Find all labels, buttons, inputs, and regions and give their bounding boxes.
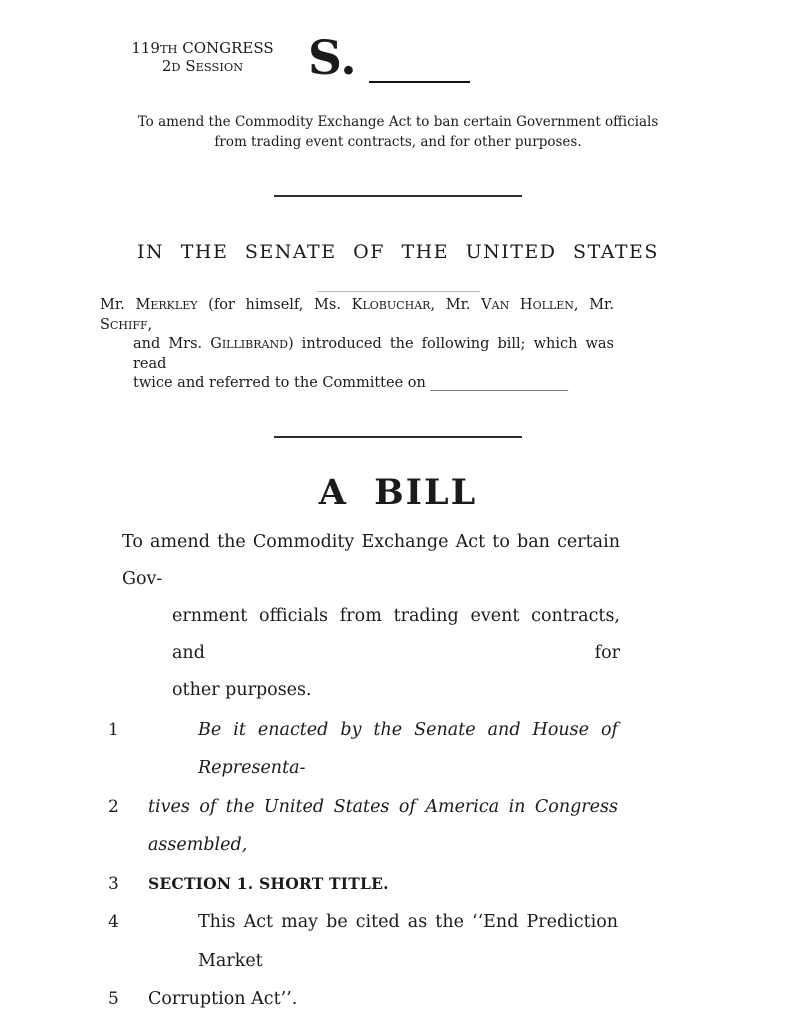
- bill-line: [108, 711, 618, 788]
- horizontal-rule-thin: [317, 291, 480, 292]
- sponsor-statement: [100, 296, 614, 394]
- sponsor-line-2: and Mrs. GILLIBRAND) introduced the following bill; which was read: [133, 336, 614, 372]
- long-title-line-2: ernment officials from trading event contracts, and for: [172, 605, 620, 663]
- bill-heading: A BILL: [318, 471, 478, 513]
- line-number: 4: [108, 912, 119, 932]
- bill-line: [108, 903, 618, 980]
- long-title-line-3: other purposes.: [172, 679, 312, 700]
- bill-type-label: S.: [308, 31, 357, 86]
- horizontal-rule-bottom: [274, 436, 522, 438]
- horizontal-rule-top: [274, 195, 522, 197]
- official-title-summary-line-1: To amend the Commodity Exchange Act to ban certain Government officials: [137, 114, 659, 130]
- line-number: 2: [108, 796, 119, 817]
- line-number: 5: [108, 989, 119, 1009]
- chamber-heading: IN THE SENATE OF THE UNITED STATES: [137, 241, 659, 263]
- line-text-section-heading: SECTION 1. SHORT TITLE.: [148, 873, 389, 893]
- line-text-enacting-clause: Be it enacted by the Senate and House of Representa-: [198, 719, 618, 778]
- bill-number: [308, 31, 470, 86]
- bill-body: [108, 711, 618, 1019]
- bill-number-blank-line: [369, 81, 470, 83]
- line-number: 3: [108, 873, 119, 894]
- bill-line: [108, 788, 618, 865]
- congress-session-block: [125, 34, 280, 76]
- bill-line: [108, 865, 618, 904]
- line-text-short-title: This Act may be cited as the ‘‘End Prediction Market: [198, 912, 618, 971]
- line-text-short-title: Corruption Act’’.: [148, 989, 298, 1009]
- long-title-line-1: To amend the Commodity Exchange Act to ban certain Gov-: [122, 531, 620, 589]
- official-title-summary: [0, 112, 796, 152]
- sponsor-line-3-committee-blank: twice and referred to the Committee on ___________________: [133, 375, 569, 391]
- long-title: [122, 524, 620, 709]
- official-title-summary-line-2: from trading event contracts, and for other purposes.: [214, 134, 582, 150]
- line-text-enacting-clause: tives of the United States of America in Congress assembled,: [148, 796, 618, 855]
- bill-header: [0, 0, 796, 84]
- sponsor-line-1: Mr. MERKLEY (for himself, Ms. KLOBUCHAR, Mr. VAN HOLLEN, Mr. SCHIFF,: [100, 297, 614, 333]
- bill-line: [108, 980, 618, 1019]
- congress-number: 119TH CONGRESS: [131, 39, 274, 57]
- line-number: 1: [108, 719, 119, 740]
- session-number: 2D SESSION: [161, 57, 244, 75]
